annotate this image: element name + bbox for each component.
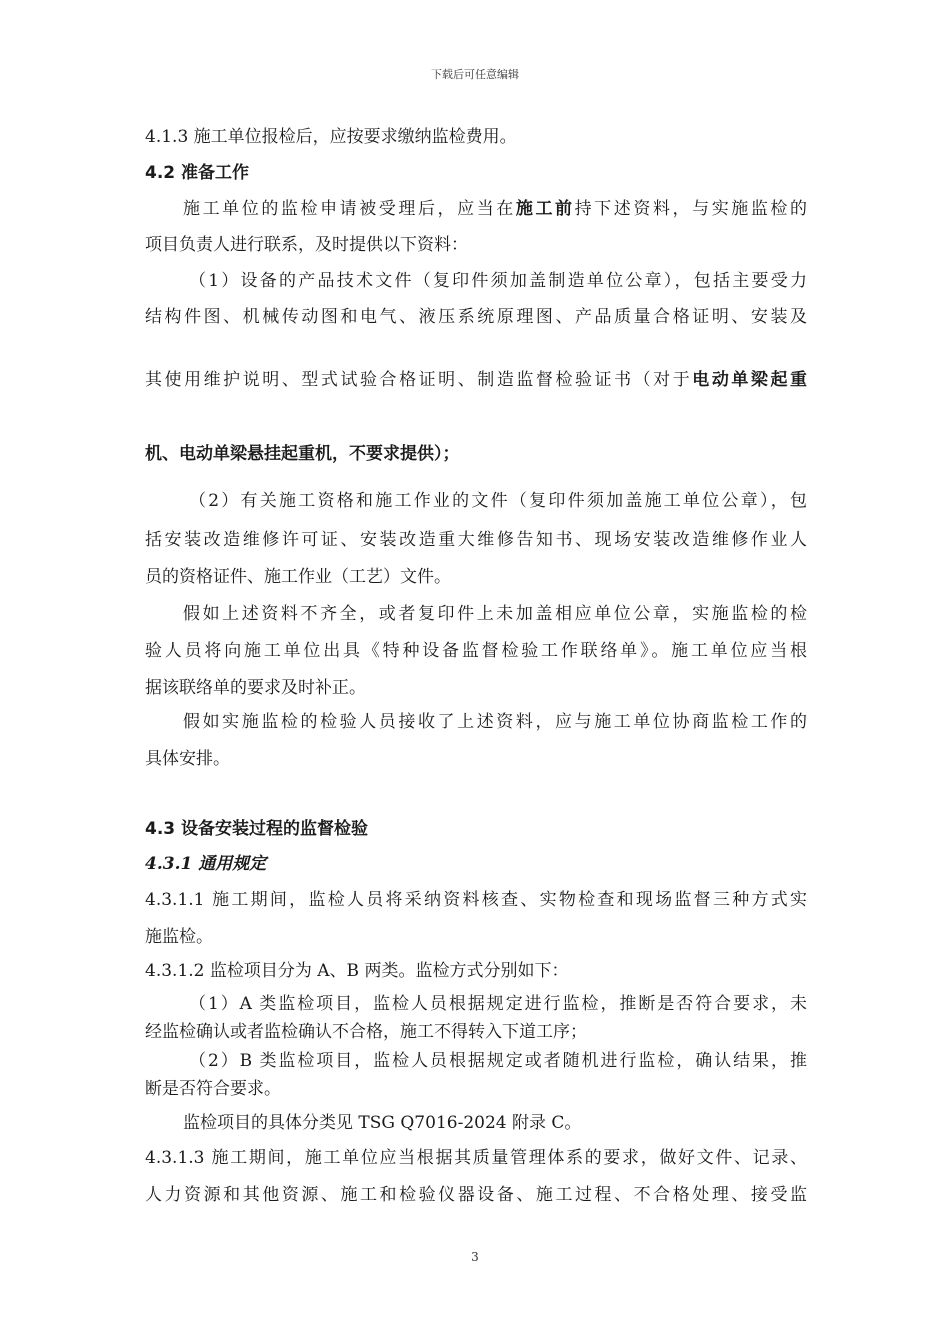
paragraph-line: 4.3.1.3 施工期间，施工单位应当根据其质量管理体系的要求，做好文件、记录、 [145,1148,807,1168]
text-run: 其使用维护说明、型式试验合格证明、制造监督检验证书（对于 [145,370,693,390]
paragraph-line: （1）设备的产品技术文件（复印件须加盖制造单位公章），包括主要受力 [189,271,807,291]
paragraph-line: 项目负责人进行联系，及时提供以下资料： [145,235,468,255]
paragraph-line: 员的资格证件、施工作业（工艺）文件。 [145,567,451,587]
paragraph-line: 4.1.3 施工单位报检后，应按要求缴纳监检费用。 [145,127,517,147]
paragraph-line: 经监检确认或者监检确认不合格，施工不得转入下道工序； [145,1022,587,1042]
paragraph-line: （1）A 类监检项目，监检人员根据规定进行监检，推断是否符合要求，未 [189,994,807,1014]
paragraph-line: 人力资源和其他资源、施工和检验仪器设备、施工过程、不合格处理、接受监 [145,1185,807,1205]
section-heading-4-2: 4.2 准备工作 [145,163,250,183]
paragraph-line: 4.3.1.1 施工期间，监检人员将采纳资料核查、实物检查和现场监督三种方式实 [145,890,807,910]
paragraph-line: 验人员将向施工单位出具《特种设备监督检验工作联络单》。施工单位应当根 [145,641,807,661]
paragraph-line [145,369,807,391]
paragraph-line: 据该联络单的要求及时补正。 [145,678,366,698]
paragraph-line: （2）B 类监检项目，监检人员根据规定或者随机进行监检，确认结果，推 [189,1051,807,1071]
paragraph-line: 4.3.1.2 监检项目分为 A、B 两类。监检方式分别如下： [145,961,569,981]
subsection-heading-4-3-1: 4.3.1 通用规定 [145,854,267,874]
paragraph-line: （2）有关施工资格和施工作业的文件（复印件须加盖施工单位公章），包 [189,491,807,511]
paragraph-line: 具体安排。 [145,749,230,769]
bold-text-run: 电动单梁起重 [692,370,808,390]
text-run: 施工单位的监检申请被受理后，应当在 [183,199,516,219]
paragraph-line: 括安装改造维修许可证、安装改造重大维修告知书、现场安装改造维修作业人 [145,530,807,550]
paragraph-line-bold: 机、电动单梁悬挂起重机，不要求提供）； [145,444,460,464]
paragraph-line: 假如实施监检的检验人员接收了上述资料，应与施工单位协商监检工作的 [183,712,807,732]
section-heading-4-3: 4.3 设备安装过程的监督检验 [145,819,369,839]
paragraph-line: 结构件图、机械传动图和电气、液压系统原理图、产品质量合格证明、安装及 [145,307,807,327]
paragraph-line: 施监检。 [145,927,213,947]
paragraph-line: 假如上述资料不齐全，或者复印件上未加盖相应单位公章，实施监检的检 [183,604,807,624]
paragraph-line: 断是否符合要求。 [145,1079,281,1099]
paragraph-line: 监检项目的具体分类见 TSG Q7016-2024 附录 C。 [183,1113,582,1133]
text-run: 持下述资料，与实施监检的 [574,199,808,219]
paragraph-line [183,198,807,220]
bold-text-run: 施工前 [515,199,575,219]
page-number: 3 [471,1250,479,1264]
page-header: 下载后可任意编辑 [431,68,519,81]
